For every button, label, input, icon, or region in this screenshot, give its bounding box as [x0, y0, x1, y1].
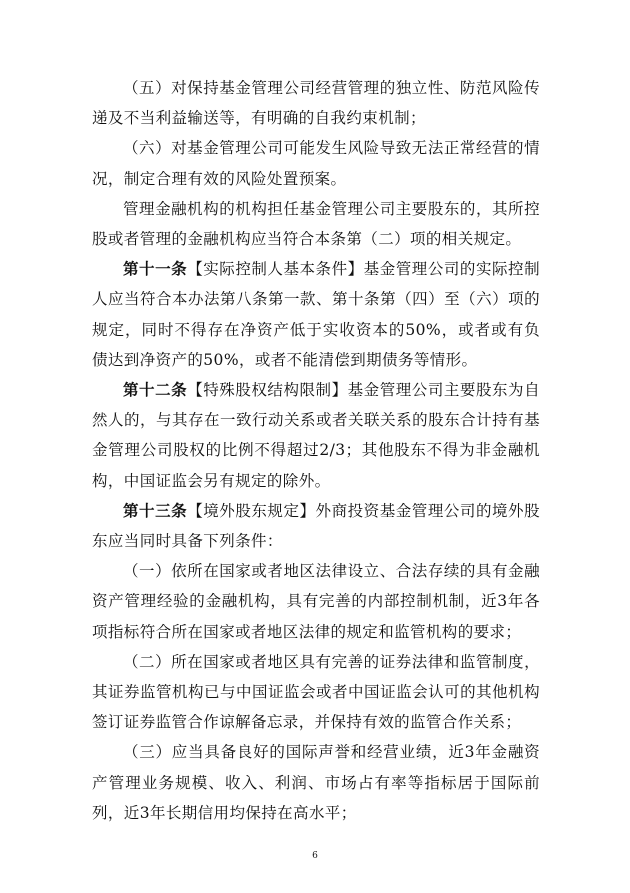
article-12	[92, 375, 540, 496]
article-number: 第十一条	[123, 259, 188, 279]
paragraph-text: （二）所在国家或者地区具有完善的证券法律和监管制度，其证券监管机构已与中国证监会或者中国证监会认可的其他机构签订证券监管合作谅解备忘录，并保持有效的监管合作关系；	[92, 652, 540, 732]
paragraph-item-1	[92, 556, 540, 647]
paragraph-text: 管理金融机构的机构担任基金管理公司主要股东的，其所控股或者管理的金融机构应当符合本条第（二）项的相关规定。	[92, 199, 540, 249]
paragraph-item-5	[92, 73, 540, 133]
article-13	[92, 496, 540, 556]
page-number: 6	[312, 851, 318, 861]
article-text: 【实际控制人基本条件】基金管理公司的实际控制人应当符合本办法第八条第一款、第十条第（四）至（六）项的规定，同时不得存在净资产低于实收资本的50%，或者或有负债达到净资产的50%，或者不能清偿到期债务等情形。	[92, 260, 540, 369]
paragraph-text: （六）对基金管理公司可能发生风险导致无法正常经营的情况，制定合理有效的风险处置预案。	[92, 139, 540, 188]
paragraph-item-6	[92, 133, 540, 193]
article-number: 第十三条	[123, 500, 188, 520]
paragraph-text: （五）对保持基金管理公司经营管理的独立性、防范风险传递及不当利益输送等，有明确的自我约束机制；	[92, 79, 540, 128]
paragraph-controlled-institutions	[92, 194, 540, 254]
document-body	[92, 73, 540, 828]
paragraph-item-2	[92, 647, 540, 738]
article-text: 【境外股东规定】外商投资基金管理公司的境外股东应当同时具备下列条件：	[92, 501, 540, 551]
article-11	[92, 254, 540, 375]
paragraph-item-3	[92, 737, 540, 828]
paragraph-text: （一）依所在国家或者地区法律设立、合法存续的具有金融资产管理经验的金融机构，具有完善的内部控制机制，近3年各项指标符合所在国家或者地区法律的规定和监管机构的要求；	[92, 562, 540, 641]
article-number: 第十二条	[123, 380, 188, 400]
article-text: 【特殊股权结构限制】基金管理公司主要股东为自然人的，与其存在一致行动关系或者关联关系的股东合计持有基金管理公司股权的比例不得超过2/3；其他股东不得为非金融机构，中国证监会另有规定的除外。	[92, 381, 540, 490]
paragraph-text: （三）应当具备良好的国际声誉和经营业绩，近3年金融资产管理业务规模、收入、利润、市场占有率等指标居于国际前列，近3年长期信用均保持在高水平；	[92, 743, 540, 822]
